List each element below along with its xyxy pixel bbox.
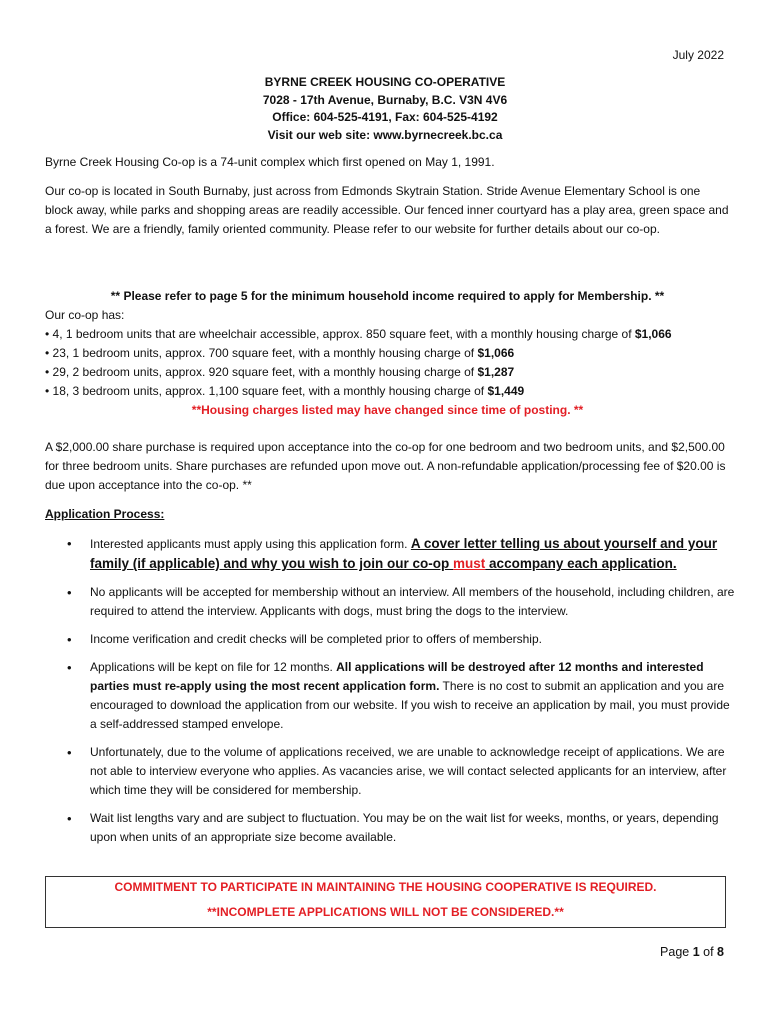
process-heading: Application Process: — [45, 507, 165, 521]
location-paragraph: Our co-op is located in South Burnaby, just across from Edmonds Skytrain Station. Stride Avenue Elementary School is one block away, while parks and shopping areas are readily accessible. Our fenced inner courtyard has a play area, green space and a forest. We are a friendly, family oriented community. Please refer to our website for further details about our co-op. — [45, 184, 729, 236]
list-item: • Wait list lengths vary and are subject to fluctuation. You may be on the wait list for weeks, months, or years, depending upon when units of an appropriate size become available. — [45, 809, 735, 847]
housing-charge-notice: **Housing charges listed may have changed since time of posting. ** — [191, 403, 584, 417]
intro-paragraph: Byrne Creek Housing Co-op is a 74-unit complex which first opened on May 1, 1991. — [45, 155, 495, 169]
units-heading: Our co-op has: — [45, 308, 125, 322]
org-address: 7028 - 17th Avenue, Burnaby, B.C. V3N 4V6 — [262, 92, 508, 107]
share-paragraph: A $2,000.00 share purchase is required upon acceptance into the co-op for one bedroom and two bedroom units, and $2,500.00 for three bedroom units. Share purchases are refunded upon move out. A non-refundable application/processing fee of $20.00 is due upon acceptance into the co-op. ** — [45, 440, 726, 492]
incomplete-line: **INCOMPLETE APPLICATIONS WILL NOT BE CONSIDERED.** — [207, 905, 564, 919]
must-emphasis: must — [453, 556, 486, 571]
unit-item: • 18, 3 bedroom units, approx. 1,100 square feet, with a monthly housing charge of $1,449 — [45, 384, 525, 398]
commitment-line: COMMITMENT TO PARTICIPATE IN MAINTAINING THE HOUSING COOPERATIVE IS REQUIRED. — [114, 880, 657, 894]
list-item: • Income verification and credit checks will be completed prior to offers of membership. — [45, 630, 735, 649]
list-item: • Interested applicants must apply using this application form. A cover letter telling us about yourself and your family (if applicable) and why you wish to join our co-op must accompany each application. — [45, 534, 735, 574]
list-item: • No applicants will be accepted for membership without an interview. All members of the household, including children, are required to attend the interview. Applicants with dogs, must bring the dogs to the interview. — [45, 583, 735, 621]
income-note: ** Please refer to page 5 for the minimum household income required to apply for Membership. ** — [110, 289, 665, 303]
list-item: • Applications will be kept on file for 12 months. All applications will be destroyed after 12 months and interested parties must re-apply using the most recent application form. There is no cost to submit an application and you are encouraged to download the application from our website. If you wish to receive an application by mail, you must provide a self-addressed stamped envelope. — [45, 658, 735, 734]
list-item: • Unfortunately, due to the volume of applications received, we are unable to acknowledge receipt of applications. We are not able to interview everyone who applies. As vacancies arise, we will contact selected applicants for an interview, after which time they will be considered for membership. — [45, 743, 735, 800]
letterhead — [0, 74, 770, 144]
unit-item: • 4, 1 bedroom units that are wheelchair accessible, approx. 850 square feet, with a monthly housing charge of $1,066 — [45, 327, 672, 341]
page-number: Page 1 of 8 — [660, 945, 724, 959]
units-list — [45, 306, 730, 420]
org-name: BYRNE CREEK HOUSING CO-OPERATIVE — [264, 75, 506, 89]
unit-charge: $1,066 — [477, 346, 515, 360]
org-website: Visit our web site: www.byrnecreek.bc.ca — [267, 127, 503, 142]
unit-charge: $1,066 — [634, 327, 672, 341]
unit-charge: $1,449 — [487, 384, 525, 398]
unit-item: • 23, 1 bedroom units, approx. 700 square feet, with a monthly housing charge of $1,066 — [45, 346, 515, 360]
unit-charge: $1,287 — [477, 365, 515, 379]
unit-item: • 29, 2 bedroom units, approx. 920 square feet, with a monthly housing charge of $1,287 — [45, 365, 515, 379]
org-phone: Office: 604-525-4191, Fax: 604-525-4192 — [272, 110, 498, 124]
process-list — [45, 534, 735, 856]
document-date: July 2022 — [672, 48, 724, 62]
commitment-box — [45, 876, 726, 928]
